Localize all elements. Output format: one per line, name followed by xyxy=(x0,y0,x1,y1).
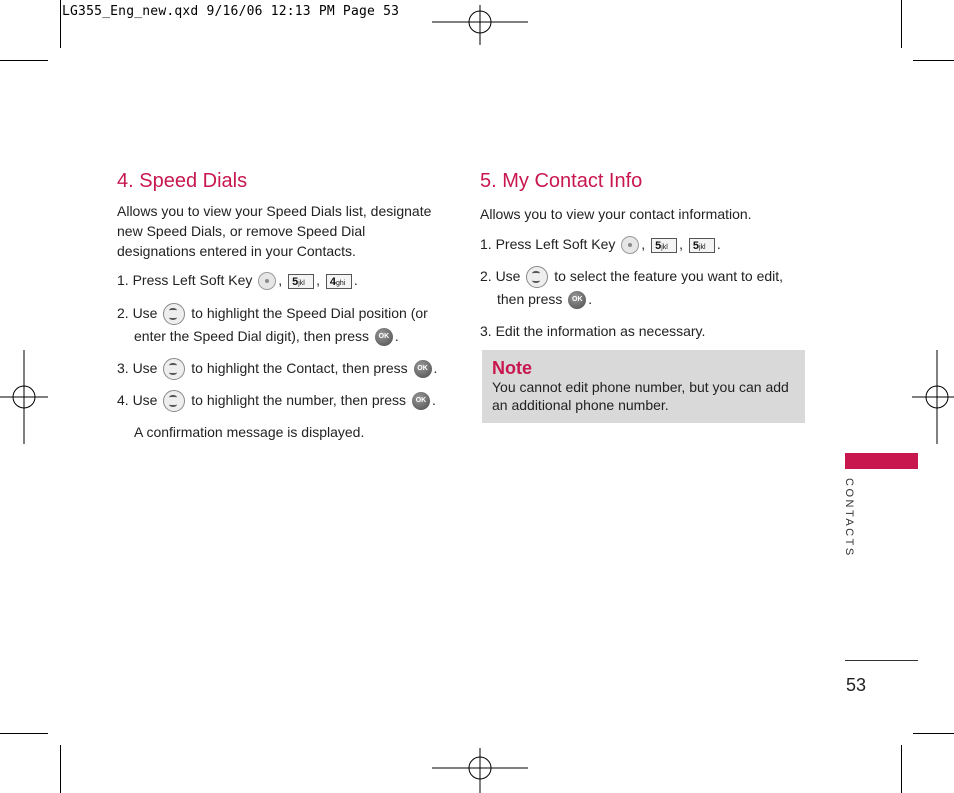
step-text: , xyxy=(679,236,683,252)
step-text: . xyxy=(433,360,438,376)
page-number-rule xyxy=(845,660,918,661)
step-text: 4. Use xyxy=(117,392,158,408)
step-text: , xyxy=(641,236,646,252)
step-text: . xyxy=(394,328,399,344)
key-digit: 4 xyxy=(329,275,336,288)
section-title-speed-dials: 4. Speed Dials xyxy=(117,170,248,192)
key-4-icon xyxy=(326,274,352,289)
speed-dials-intro: Allows you to view your Speed Dials list, designate new Speed Dials, or remove Speed Dial designations entered in your Contacts. xyxy=(117,203,432,259)
step-text: 1. Press Left Soft Key xyxy=(117,272,253,288)
ok-key-icon: OK xyxy=(568,291,586,309)
step-text: . xyxy=(353,272,358,288)
step-text: . xyxy=(431,392,436,408)
key-digit: 5 xyxy=(655,239,662,252)
key-letters: jkl xyxy=(661,243,668,251)
section-tab-marker xyxy=(845,453,918,469)
key-letters: jkl xyxy=(698,243,706,251)
navigation-key-icon xyxy=(526,266,548,288)
key-5-icon xyxy=(651,238,677,253)
ok-key-icon: OK xyxy=(375,328,393,346)
crop-mark xyxy=(60,0,61,48)
crop-mark xyxy=(913,60,954,61)
key-5-icon xyxy=(689,238,715,253)
registration-mark xyxy=(432,748,528,793)
crop-mark xyxy=(901,745,902,793)
note-box xyxy=(482,350,805,423)
navigation-key-icon xyxy=(163,303,185,325)
step-text: 2. Use xyxy=(117,305,158,321)
step-text: 1. Press Left Soft Key xyxy=(480,236,616,252)
ok-key-icon: OK xyxy=(412,392,430,410)
step-text: . xyxy=(716,236,721,252)
my-contact-info-intro: Allows you to view your contact information. xyxy=(480,206,752,222)
key-letters: ghi xyxy=(335,279,346,287)
step-text: enter the Speed Dial digit), then press xyxy=(134,328,370,344)
section-side-label: CONTACTS xyxy=(843,478,855,558)
crop-mark xyxy=(913,733,954,734)
my-contact-info-step-2 xyxy=(480,265,783,288)
my-contact-info-step-2-cont xyxy=(497,288,592,310)
navigation-key-icon xyxy=(163,390,185,412)
key-digit: 5 xyxy=(692,239,699,252)
step-text: to highlight the Speed Dial position (or xyxy=(191,305,428,321)
registration-mark xyxy=(432,5,528,45)
my-contact-info-step-1 xyxy=(480,233,721,255)
key-5-icon xyxy=(288,274,314,289)
crop-mark xyxy=(60,745,61,793)
speed-dials-step-3 xyxy=(117,357,437,380)
key-digit: 5 xyxy=(292,275,299,288)
section-title-my-contact-info: 5. My Contact Info xyxy=(480,170,643,192)
ok-key-icon: OK xyxy=(414,360,432,378)
step-text: 2. Use xyxy=(480,268,521,284)
registration-mark xyxy=(912,350,954,444)
file-slug: LG355_Eng_new.qxd 9/16/06 12:13 PM Page 53 xyxy=(62,4,400,19)
note-text: You cannot edit phone number, but you can add an additional phone number. xyxy=(492,379,789,413)
step-text: to highlight the number, then press xyxy=(191,392,407,408)
speed-dials-step-2 xyxy=(117,302,428,325)
step-text: . xyxy=(588,291,593,307)
speed-dials-step-1 xyxy=(117,269,358,291)
step-text: to select the feature you want to edit, xyxy=(554,268,784,284)
navigation-key-icon xyxy=(163,358,185,380)
left-soft-key-icon xyxy=(258,272,276,290)
step-text: to highlight the Contact, then press xyxy=(191,360,408,376)
step-text: , xyxy=(278,272,283,288)
crop-mark xyxy=(901,0,902,48)
left-soft-key-icon xyxy=(621,236,639,254)
crop-mark xyxy=(0,60,48,61)
my-contact-info-step-3: 3. Edit the information as necessary. xyxy=(480,323,706,339)
speed-dials-step-4 xyxy=(117,389,436,412)
step-text: then press xyxy=(497,291,563,307)
registration-mark xyxy=(0,350,48,444)
step-text: 3. Use xyxy=(117,360,158,376)
page-number: 53 xyxy=(846,675,867,695)
key-letters: jkl xyxy=(298,279,305,287)
speed-dials-step-2-cont xyxy=(134,325,399,347)
confirmation-text: A confirmation message is displayed. xyxy=(134,424,365,440)
crop-mark xyxy=(0,733,48,734)
step-text: , xyxy=(316,272,320,288)
note-title: Note xyxy=(492,358,532,378)
